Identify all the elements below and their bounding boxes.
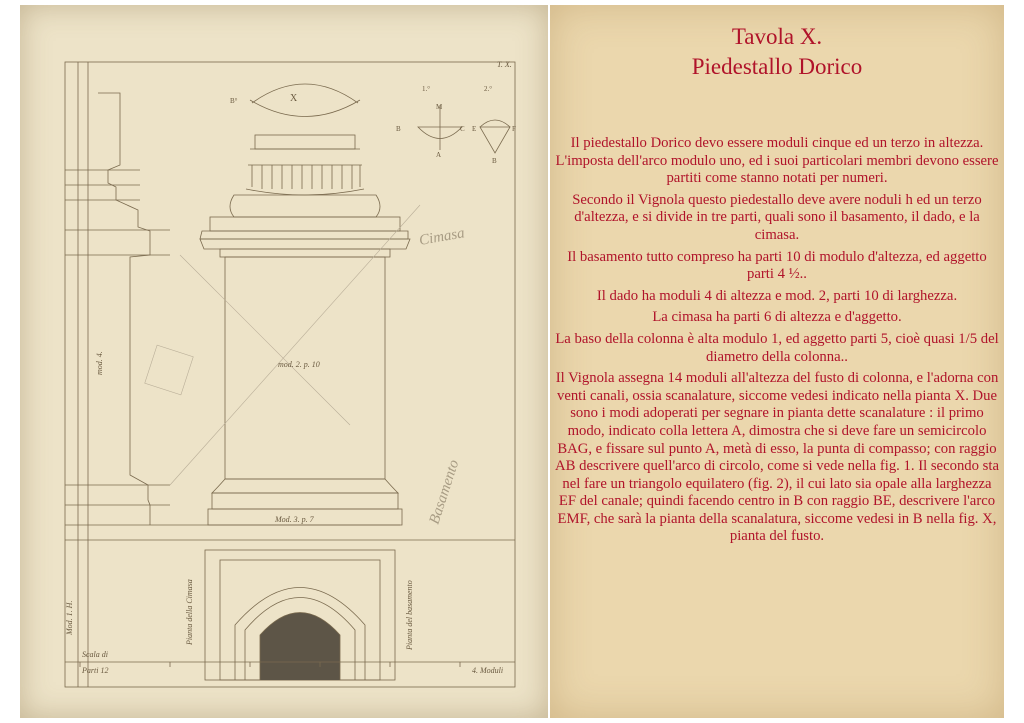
left-page-drawing xyxy=(20,5,548,718)
fig2-label: 2.° xyxy=(484,85,493,93)
page-title-line1: Tavola X. xyxy=(731,24,823,49)
fig-x-label: X xyxy=(290,93,298,104)
pencil-note-cimasa: Cimasa xyxy=(417,225,466,249)
right-page-text xyxy=(550,5,1004,718)
paragraph: Il basamento tutto compreso ha parti 10 di modulo d'altezza, ed aggetto parti 4 ½.. xyxy=(567,248,987,283)
plate-number: T. X. xyxy=(497,60,512,69)
corner-b-label: B° xyxy=(230,97,238,105)
scale-parts-label: Parti 12 xyxy=(82,666,109,675)
paragraph: La cimasa ha parti 6 di altezza e d'aggetto. xyxy=(652,309,902,326)
pencil-note-basamento: Basamento xyxy=(426,457,463,527)
scale-right-label: 4. Moduli xyxy=(472,666,504,675)
scale-left-label: Scala di xyxy=(82,650,108,659)
paragraph: Secondo il Vignola questo piedestallo deve avere noduli h ed un terzo d'altezza, e si divide in tre parti, quali sono il basamento, il dado, e la cimasa. xyxy=(572,191,982,243)
paragraph: Il Vignola assegna 14 moduli all'altezza del fusto di colonna, e l'adorna con venti canali, ossia scanalature, siccome vedesi indicato nella pianta X. Due sono i modi adoperati per segnare in pianta dette scanalature : il primo modo, indicato colla lettera A, dimostra che si deve fare un semicircolo BAG, e fissare sul punto A, metà di esso, la punta di compasso; con raggio AB descrivere quell'arco di circolo, come si vede nella fig. 1. Il secondo sta nel fare un triangolo equilatero (fig. 2), il cui lato sia opale alla larghezza EF del canale; quindi facendo centro in B con raggio BE, descrivere l'arco EMF, che sarà la pianta della scanalatura, siccome vedesi in B nella fig. X, pianta del fusto. xyxy=(555,370,999,545)
label-a: A xyxy=(436,151,442,159)
dim-mod-1h: Mod. 1. H. xyxy=(65,600,74,635)
paragraph: La baso della colonna è alta modulo 1, ed aggetto parti 5, cioè quasi 1/5 del diametro della colonna.. xyxy=(555,330,999,365)
dim-mod-base: Mod. 3. p. 7 xyxy=(275,515,314,524)
label-f: F xyxy=(512,125,516,133)
paragraph: Il dado ha moduli 4 di altezza e mod. 2, parti 10 di larghezza. xyxy=(596,287,958,304)
fig1-label: 1.° xyxy=(422,85,431,93)
pedestal-drawing xyxy=(20,5,548,718)
page-title-line2: Piedestallo Dorico xyxy=(691,54,863,79)
label-pianta-basamento: Pianta del basamento xyxy=(405,580,414,650)
label-e: E xyxy=(472,125,477,133)
drawing-frame xyxy=(65,62,515,687)
label-b-lower: B xyxy=(492,157,497,165)
dim-mod-height: mod. 4. xyxy=(95,351,104,375)
label-b: B xyxy=(396,125,401,133)
label-pianta-cimasa: Pianta della Cimasa xyxy=(185,579,194,645)
label-c: C xyxy=(460,125,465,133)
paragraph: Il piedestallo Dorico devo essere moduli cinque ed un terzo in altezza. L'imposta dell'arco modulo uno, ed i suoi particolari membri devono essere partiti come stanno notati per numeri. xyxy=(555,135,999,187)
label-m: M xyxy=(436,103,443,111)
body-text xyxy=(554,135,1000,550)
dim-mod-width: mod. 2. p. 10 xyxy=(278,360,320,369)
